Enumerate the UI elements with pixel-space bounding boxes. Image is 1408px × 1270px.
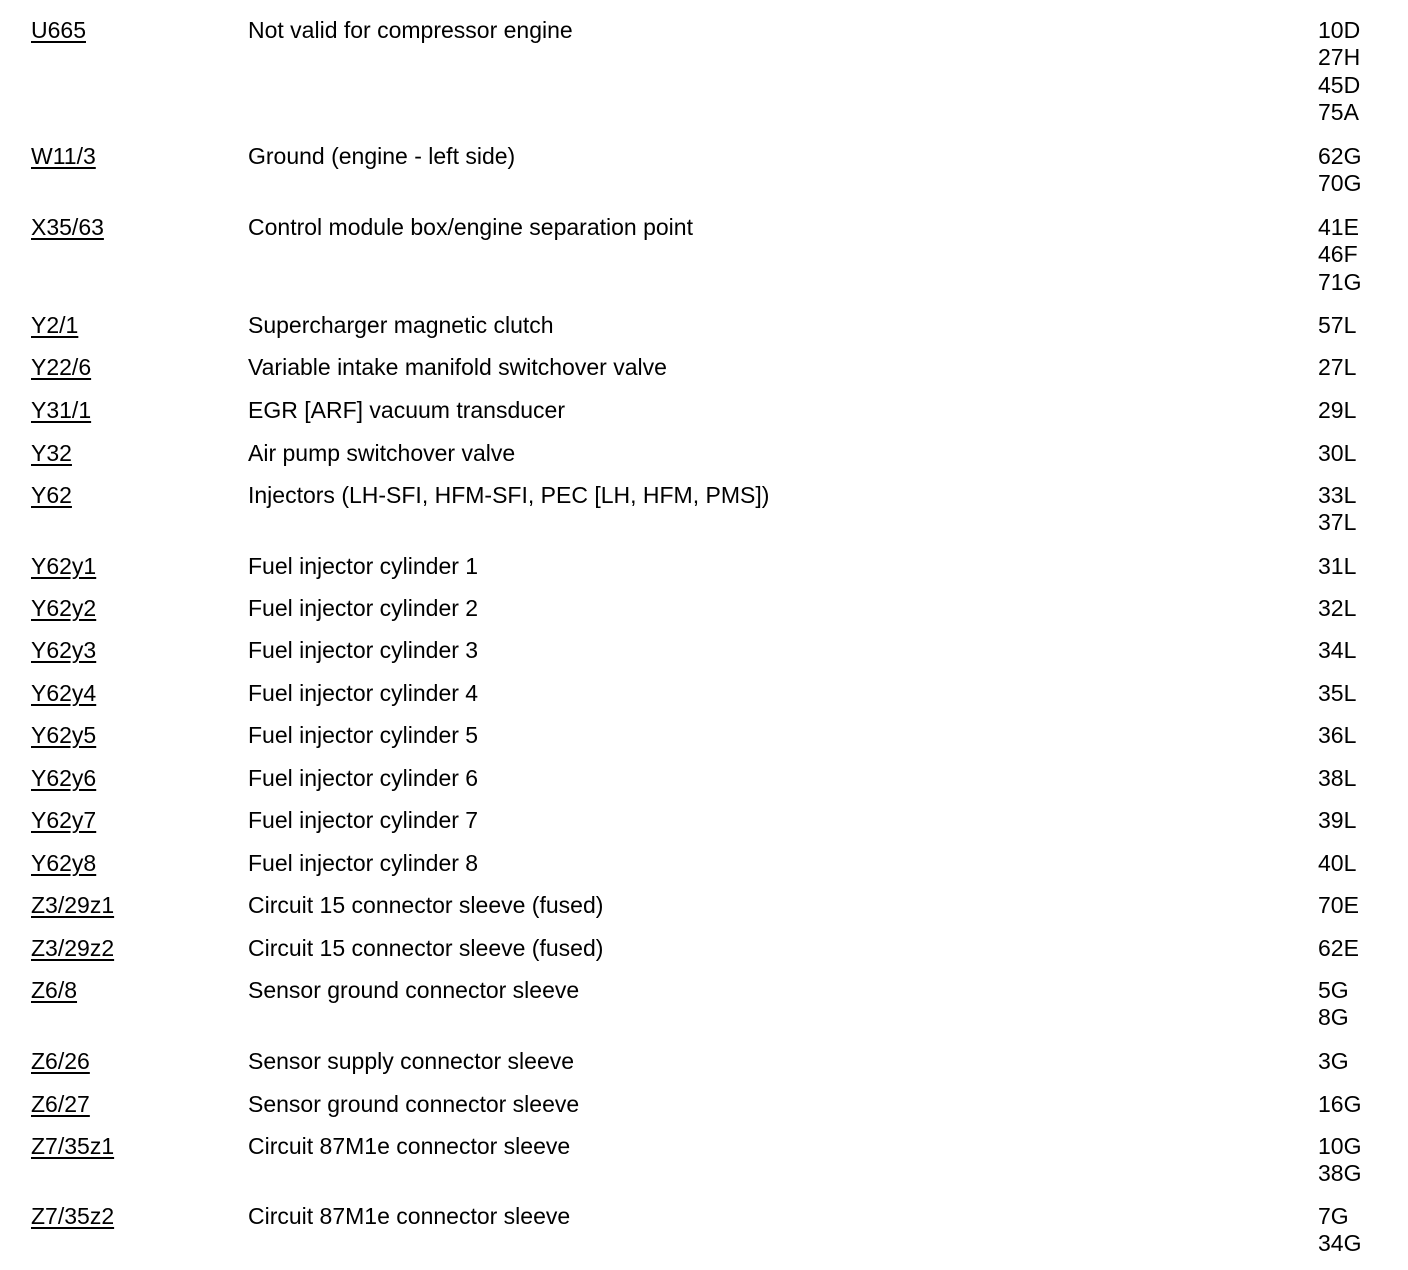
grid-location: 40L [1318, 850, 1357, 876]
component-code-link[interactable]: Y32 [31, 440, 72, 466]
component-code-link[interactable]: Z7/35z1 [31, 1133, 115, 1159]
component-description: Ground (engine - left side) [248, 143, 516, 169]
grid-locations [1318, 440, 1356, 467]
component-code-link[interactable]: Y22/6 [31, 354, 92, 380]
grid-location: 57L [1318, 312, 1357, 338]
grid-location: 39L [1318, 807, 1357, 833]
grid-location: 45D [1318, 71, 1361, 98]
grid-locations [1318, 143, 1361, 198]
grid-locations [1318, 892, 1359, 919]
grid-location: 27L [1318, 354, 1357, 380]
component-code-link[interactable]: Z6/27 [31, 1091, 90, 1117]
component-description: Fuel injector cylinder 6 [248, 765, 479, 791]
grid-location: 34L [1318, 637, 1357, 663]
grid-location: 29L [1318, 397, 1357, 423]
grid-locations [1318, 1203, 1361, 1258]
grid-location: 27H [1318, 44, 1361, 71]
grid-location: 70E [1318, 892, 1359, 918]
component-description: Sensor ground connector sleeve [248, 1091, 580, 1117]
grid-location: 38G [1318, 1160, 1362, 1187]
grid-location: 7G [1318, 1203, 1349, 1229]
grid-locations [1318, 354, 1356, 381]
grid-location: 10G [1318, 1133, 1362, 1159]
grid-locations [1318, 553, 1356, 580]
grid-location: 71G [1318, 268, 1362, 295]
component-description: Circuit 87M1e connector sleeve [248, 1203, 571, 1229]
component-description: Fuel injector cylinder 1 [248, 553, 479, 579]
grid-location: 70G [1318, 170, 1362, 197]
grid-location: 62E [1318, 935, 1359, 961]
component-code-link[interactable]: Y62y5 [31, 722, 97, 748]
component-code-link[interactable]: Z3/29z2 [31, 935, 115, 961]
grid-locations [1318, 595, 1356, 622]
grid-location: 34G [1318, 1230, 1362, 1257]
component-code-link[interactable]: U665 [31, 17, 86, 43]
grid-location: 30L [1318, 440, 1357, 466]
component-description: Circuit 15 connector sleeve (fused) [248, 892, 604, 918]
grid-locations [1318, 680, 1356, 707]
grid-locations [1318, 765, 1356, 792]
component-description: Fuel injector cylinder 8 [248, 850, 479, 876]
grid-location: 3G [1318, 1048, 1349, 1074]
grid-locations [1318, 935, 1359, 962]
component-description: Not valid for compressor engine [248, 17, 573, 43]
component-description: Fuel injector cylinder 7 [248, 807, 479, 833]
component-description: Sensor supply connector sleeve [248, 1048, 575, 1074]
grid-location: 46F [1318, 241, 1358, 268]
grid-location: 31L [1318, 553, 1357, 579]
component-description: Air pump switchover valve [248, 440, 516, 466]
grid-location: 38L [1318, 765, 1357, 791]
grid-locations [1318, 637, 1356, 664]
grid-location: 75A [1318, 99, 1359, 126]
component-code-link[interactable]: Z7/35z2 [31, 1203, 115, 1229]
component-code-link[interactable]: Y62y8 [31, 850, 97, 876]
component-description: Fuel injector cylinder 5 [248, 722, 479, 748]
grid-locations [1318, 214, 1361, 296]
grid-location: 35L [1318, 680, 1357, 706]
component-code-link[interactable]: Y62y1 [31, 553, 97, 579]
grid-locations [1318, 397, 1356, 424]
component-description: EGR [ARF] vacuum transducer [248, 397, 565, 423]
component-description: Circuit 87M1e connector sleeve [248, 1133, 571, 1159]
component-description: Control module box/engine separation point [248, 214, 693, 240]
grid-location: 33L [1318, 482, 1357, 508]
component-description: Injectors (LH-SFI, HFM-SFI, PEC [LH, HFM, PMS]) [248, 482, 770, 508]
grid-locations [1318, 850, 1356, 877]
component-code-link[interactable]: W11/3 [31, 143, 96, 169]
grid-location: 10D [1318, 17, 1361, 43]
grid-location: 37L [1318, 509, 1357, 536]
grid-locations [1318, 977, 1349, 1032]
component-code-link[interactable]: Z6/26 [31, 1048, 90, 1074]
component-code-link[interactable]: Y31/1 [31, 397, 92, 423]
component-description: Fuel injector cylinder 4 [248, 680, 479, 706]
component-code-link[interactable]: Y2/1 [31, 312, 79, 338]
component-description: Supercharger magnetic clutch [248, 312, 554, 338]
component-code-link[interactable]: Z6/8 [31, 977, 78, 1003]
component-code-link[interactable]: X35/63 [31, 214, 104, 240]
grid-locations [1318, 1091, 1361, 1118]
grid-locations [1318, 17, 1360, 127]
component-code-link[interactable]: Y62y4 [31, 680, 97, 706]
component-code-link[interactable]: Y62 [31, 482, 72, 508]
grid-location: 8G [1318, 1004, 1349, 1031]
grid-location: 5G [1318, 977, 1349, 1003]
component-code-link[interactable]: Y62y2 [31, 595, 97, 621]
grid-locations [1318, 312, 1356, 339]
grid-location: 62G [1318, 143, 1362, 169]
component-description: Circuit 15 connector sleeve (fused) [248, 935, 604, 961]
grid-location: 32L [1318, 595, 1357, 621]
grid-location: 36L [1318, 722, 1357, 748]
component-description: Fuel injector cylinder 2 [248, 595, 479, 621]
component-description: Fuel injector cylinder 3 [248, 637, 479, 663]
component-description: Variable intake manifold switchover valve [248, 354, 667, 380]
component-description: Sensor ground connector sleeve [248, 977, 580, 1003]
grid-location: 41E [1318, 214, 1359, 240]
grid-locations [1318, 482, 1356, 537]
component-code-link[interactable]: Y62y3 [31, 637, 97, 663]
grid-location: 16G [1318, 1091, 1362, 1117]
component-code-link[interactable]: Z3/29z1 [31, 892, 115, 918]
grid-locations [1318, 722, 1356, 749]
grid-locations [1318, 1048, 1349, 1075]
component-code-link[interactable]: Y62y7 [31, 807, 97, 833]
component-code-link[interactable]: Y62y6 [31, 765, 97, 791]
grid-locations [1318, 1133, 1361, 1188]
grid-locations [1318, 807, 1356, 834]
